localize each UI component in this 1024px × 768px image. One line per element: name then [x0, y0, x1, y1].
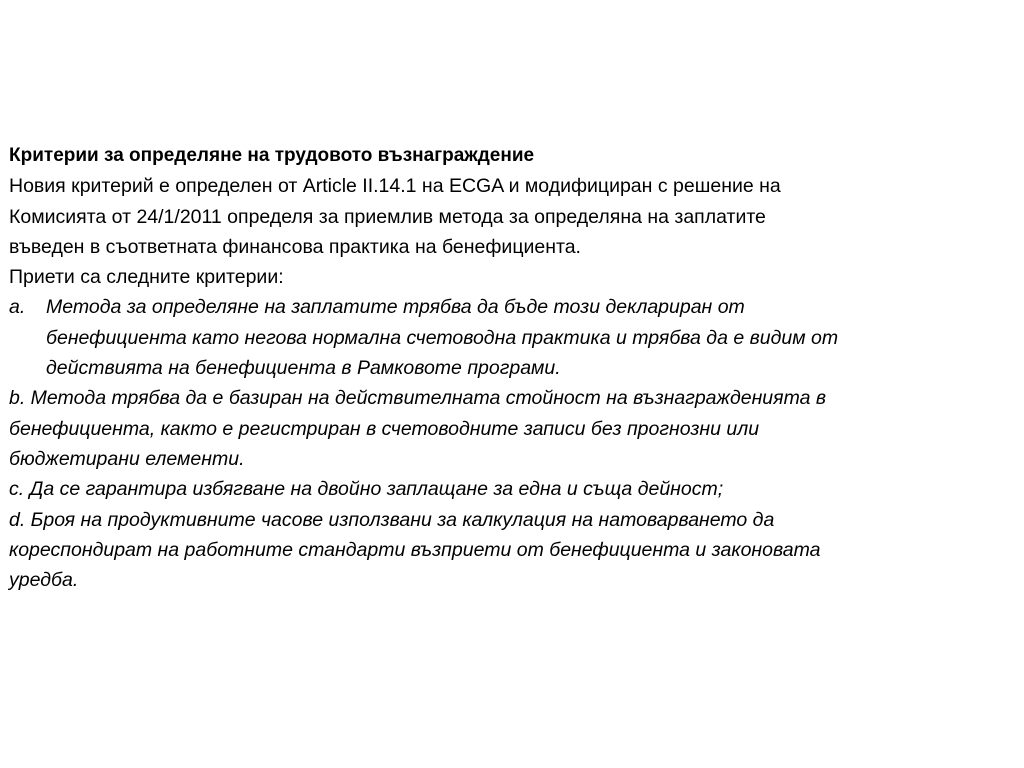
- document-text: [9, 141, 1017, 595]
- criteria-lead-in: Приети са следните критерии:: [9, 266, 284, 289]
- criterion-b-text: b. Метода трябва да е базиран на действителната стойност на възнагражденията в: [9, 387, 827, 410]
- intro-line: Новия критерий е определен от Article II.14.1 на ECGA и модифициран с решение на: [9, 175, 781, 198]
- criterion-a-first-line: [9, 292, 1017, 322]
- criterion-d-text: уредба.: [9, 569, 79, 592]
- criterion-a-text: бенефициента като негова нормална счетоводна практика и трябва да е видим от: [46, 326, 839, 349]
- criterion-a-text: действията на бенефициента в Рамковоте програми.: [46, 357, 561, 380]
- document-title: Критерии за определяне на трудовото възнаграждение: [9, 145, 535, 166]
- criterion-a-text: Метода за определяне на заплатите трябва да бъде този деклариран от: [46, 296, 745, 319]
- criterion-c-text: c. Да се гарантира избягване на двойно заплащане за една и съща дейност;: [9, 478, 724, 501]
- criterion-d-text: кореспондират на работните стандарти възприети от бенефициента и законовата: [9, 538, 821, 561]
- intro-line: Комисията от 24/1/2011 определя за приемлив метода за определяна на заплатите: [9, 205, 766, 228]
- intro-line: въведен в съответната финансова практика на бенефициента.: [9, 235, 581, 258]
- criterion-b-text: бенефициента, както е регистриран в счетоводните записи без прогнозни или: [9, 417, 760, 440]
- criterion-d-text: d. Броя на продуктивните часове използвани за калкулация на натоварването да: [9, 508, 775, 531]
- criterion-a-marker: a.: [9, 296, 26, 319]
- criterion-b-text: бюджетирани елементи.: [9, 447, 245, 470]
